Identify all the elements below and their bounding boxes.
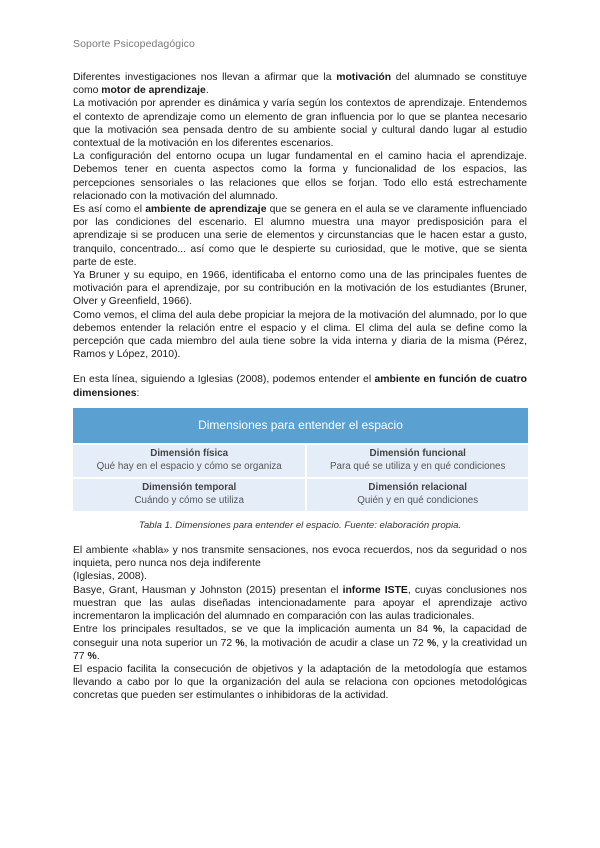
paragraph-learning-environment: Es así como el ambiente de aprendizaje que se genera en el aula se ve claramente influenciado por las condiciones del escenario. El alumno muestra una mayor predisposición para el aprendizaje si se producen una serie de elementos y circunstancias que le hacen estar a gusto, tranquilo, concentrado... así como que le despierte su curiosidad, que le motive, que se sienta parte de este. [73, 204, 527, 268]
table-cell: Dimensión temporal Cuándo y cómo se utiliza [73, 478, 306, 511]
page-header: Soporte Psicopedagógico [73, 38, 195, 50]
paragraph-environment-speaks: El ambiente «habla» y nos transmite sensaciones, nos evoca recuerdos, nos da seguridad o nos inquieta, pero nunca nos deja indiferente [73, 545, 527, 570]
table-cell: Dimensión relacional Quién y en qué condiciones [306, 478, 528, 511]
table-caption: Tabla 1. Dimensiones para entender el espacio. Fuente: elaboración propia. [138, 519, 462, 531]
paragraph-environment-config: La configuración del entorno ocupa un lugar fundamental en el camino hacia el aprendizaje. Debemos tener en cuenta aspectos como la forma y funcionalidad de los espacios, las percepciones sensoriales o las relaciones que ellos se forjan. Todo ello está estrechamente relacionado con la motivación del alumnado. [73, 151, 527, 202]
paragraph-citation: (Iglesias, 2008). [73, 571, 147, 583]
paragraph-dynamic-motivation: La motivación por aprender es dinámica y varía según los contextos de aprendizaje. Entendemos el contexto de aprendizaje como un elemento de gran influencia por lo que se plantea necesario que la motivación sea pensada dentro de su ambiente social y cultural dando lugar al estudio contextual de la motivación en los diferentes escenarios. [73, 98, 527, 150]
paragraph-iste-report: Basye, Grant, Hausman y Johnston (2015) presentan el informe ISTE, cuyas conclusiones nos muestran que las aulas diseñadas intencionadamente para apoyar el aprendizaje activo incrementaron la implicación del alumnado en comparación con las aulas tradicionales. [73, 584, 527, 623]
paragraph-motivation: Diferentes investigaciones nos llevan a afirmar que la motivación del alumnado se constituye como motor de aprendizaje. [73, 72, 528, 97]
table-title: Dimensiones para entender el espacio [73, 408, 528, 444]
document-body [73, 71, 527, 703]
paragraph-classroom-climate: Como vemos, el clima del aula debe propiciar la mejora de la motivación del alumnado, por lo que debemos entender la relación entre el espacio y el clima. El clima del aula se define como la percepción que cada miembro del aula tiene sobre la vida interna y diaria de la misma (Pérez, Ramos y López, 2010). [73, 309, 527, 361]
paragraph-four-dimensions: En esta línea, siguiendo a Iglesias (2008), podemos entender el ambiente en función de cuatro dimensiones: [73, 374, 527, 399]
table-cell: Dimensión funcional Para qué se utiliza y en qué condiciones [306, 444, 528, 478]
paragraph-space-objectives: El espacio facilita la consecución de objetivos y la adaptación de la metodología que estamos llevando a cabo por lo que la organización del aula se relaciona con opciones metodológicas concretas que pueden ser estimulantes o inhibidoras de la actividad. [73, 663, 527, 702]
table-cell: Dimensión física Qué hay en el espacio y cómo se organiza [73, 444, 306, 478]
paragraph-bruner: Ya Bruner y su equipo, en 1966, identificaba el entorno como una de las principales fuentes de motivación para el aprendizaje, por su contribución en la motivación de los estudiantes (Bruner, Olver y Greenfield, 1966). [73, 270, 527, 308]
dimensions-table [73, 408, 528, 511]
paragraph-results: Entre los principales resultados, se ve que la implicación aumenta un 84 %, la capacidad de conseguir una nota superior un 72 %, la motivación de acudir a clase un 72 %, y la creatividad un 77 %. [73, 624, 527, 662]
